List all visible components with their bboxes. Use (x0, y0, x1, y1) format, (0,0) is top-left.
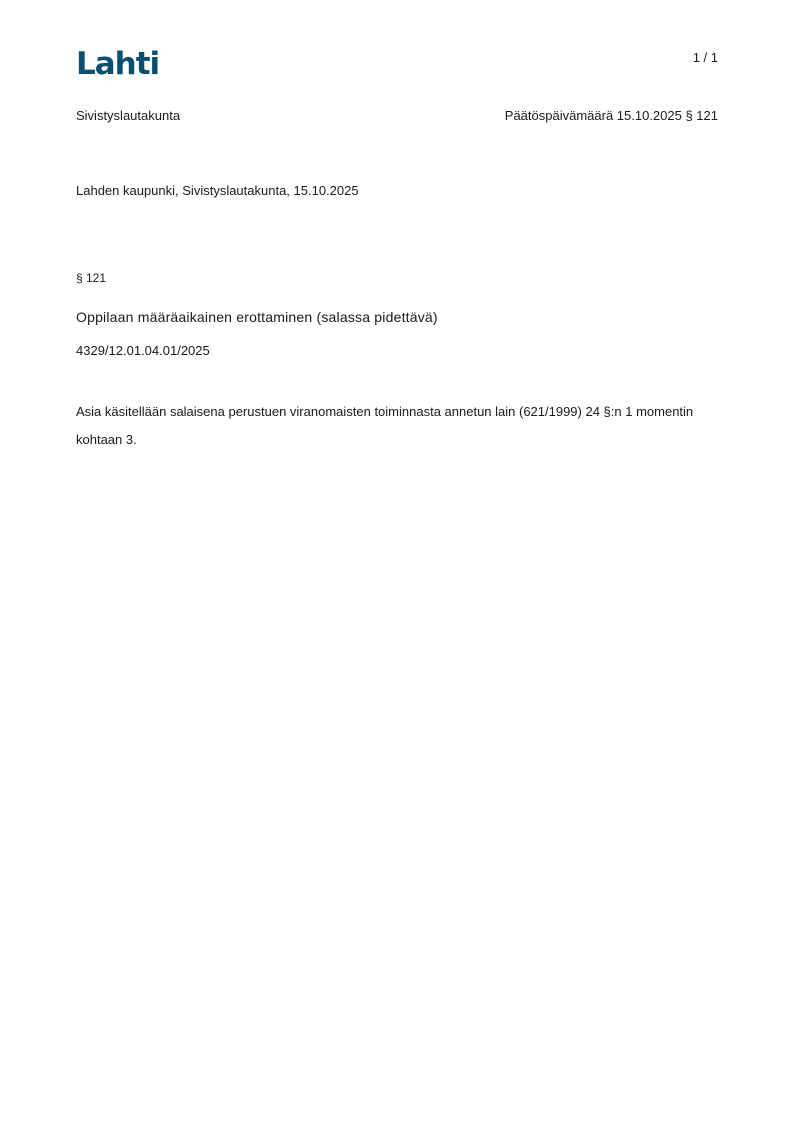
lahti-logo: Lahti (76, 46, 160, 82)
diary-number: 4329/12.01.04.01/2025 (76, 343, 210, 358)
body-paragraph: Asia käsitellään salaisena perustuen viranomaisten toiminnasta annetun lain (621/1999) 24 §:n 1 momentin kohtaan 3. (76, 404, 694, 447)
document-header (76, 107, 718, 125)
section-number: § 121 (76, 271, 107, 285)
page-number: 1 / 1 (692, 50, 718, 65)
organization-line: Lahden kaupunki, Sivistyslautakunta, 15.10.2025 (76, 183, 359, 198)
item-title: Oppilaan määräaikainen erottaminen (salassa pidettävä) (76, 309, 438, 325)
header-body-name: Sivistyslautakunta (76, 108, 181, 123)
header-decision-date: Päätöspäivämäärä 15.10.2025 § 121 (504, 108, 718, 123)
